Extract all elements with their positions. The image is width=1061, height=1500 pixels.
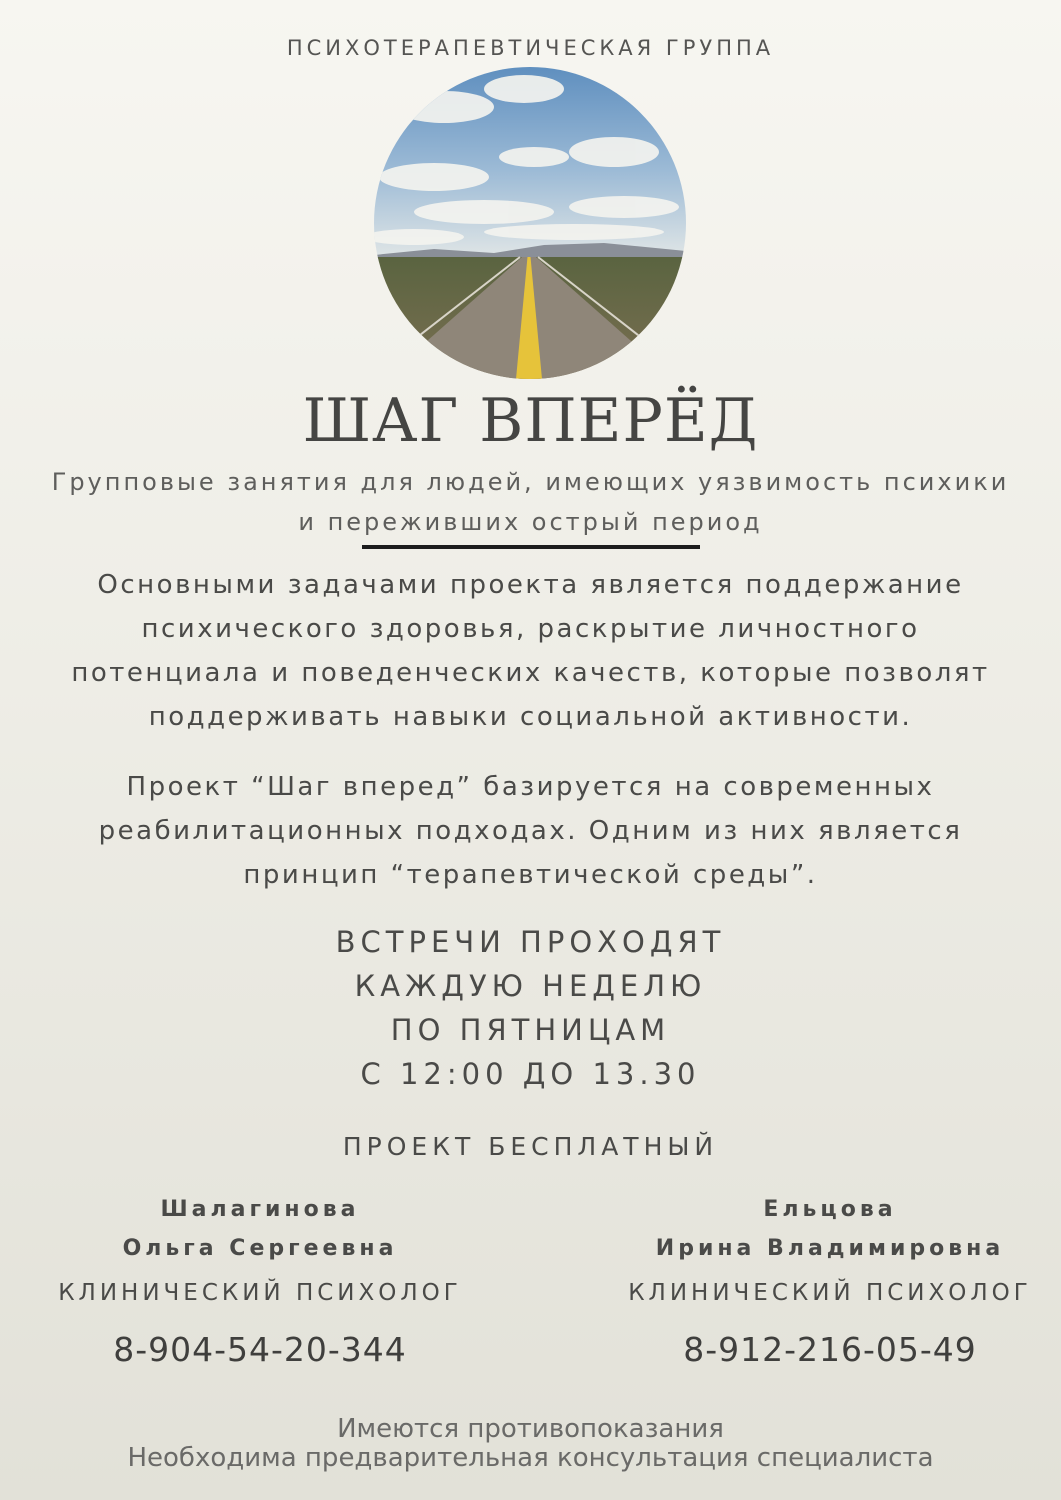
subtitle-line: и переживших острый период — [298, 508, 763, 536]
contact-card — [610, 1190, 1050, 1369]
schedule-line: КАЖДУЮ НЕДЕЛЮ — [354, 969, 707, 1003]
contact-role: КЛИНИЧЕСКИЙ ПСИХОЛОГ — [628, 1280, 1032, 1306]
paragraph-line: Проект “Шаг вперед” базируется на современных — [126, 772, 935, 802]
road-photo — [374, 67, 686, 379]
project-goals-paragraph — [0, 563, 1061, 739]
disclaimer-footer — [0, 1415, 1061, 1473]
subtitle-line: Групповые занятия для людей, имеющих уязвимость психики — [51, 468, 1010, 496]
contact-phone[interactable]: 8-904-54-20-344 — [113, 1330, 407, 1369]
group-type-label: ПСИХОТЕРАПЕВТИЧЕСКАЯ ГРУППА — [286, 36, 775, 60]
schedule-line: С 12:00 ДО 13.30 — [360, 1057, 701, 1091]
paragraph-line: поддерживать навыки социальной активности. — [148, 702, 913, 732]
paragraph-line: реабилитационных подходах. Одним из них является — [98, 816, 963, 846]
contact-surname: Ельцова — [763, 1197, 897, 1222]
project-approach-paragraph — [0, 765, 1061, 897]
contact-phone[interactable]: 8-912-216-05-49 — [683, 1330, 977, 1369]
contact-surname: Шалагинова — [160, 1197, 360, 1222]
paragraph-line: потенциала и поведенческих качеств, которые позволят — [71, 658, 990, 688]
contact-given-name: Ирина Владимировна — [655, 1236, 1005, 1261]
contact-role: КЛИНИЧЕСКИЙ ПСИХОЛОГ — [58, 1280, 462, 1306]
schedule-line: ПО ПЯТНИЦАМ — [390, 1013, 671, 1047]
schedule-line: ВСТРЕЧИ ПРОХОДЯТ — [335, 925, 726, 959]
paragraph-line: психического здоровья, раскрытие личностного — [141, 614, 920, 644]
footer-line: Необходима предварительная консультация специалиста — [127, 1443, 934, 1473]
meeting-schedule — [0, 920, 1061, 1096]
paragraph-line: принцип “терапевтической среды”. — [243, 860, 818, 890]
paragraph-line: Основными задачами проекта является поддержание — [97, 570, 964, 600]
contact-card — [40, 1190, 480, 1369]
footer-line: Имеются противопоказания — [337, 1414, 724, 1444]
free-project-note: ПРОЕКТ БЕСПЛАТНЫЙ — [342, 1132, 719, 1161]
page-title: ШАГ ВПЕРЁД — [302, 386, 759, 456]
subtitle — [0, 462, 1061, 542]
contact-given-name: Ольга Сергеевна — [122, 1236, 398, 1261]
divider — [362, 545, 700, 549]
